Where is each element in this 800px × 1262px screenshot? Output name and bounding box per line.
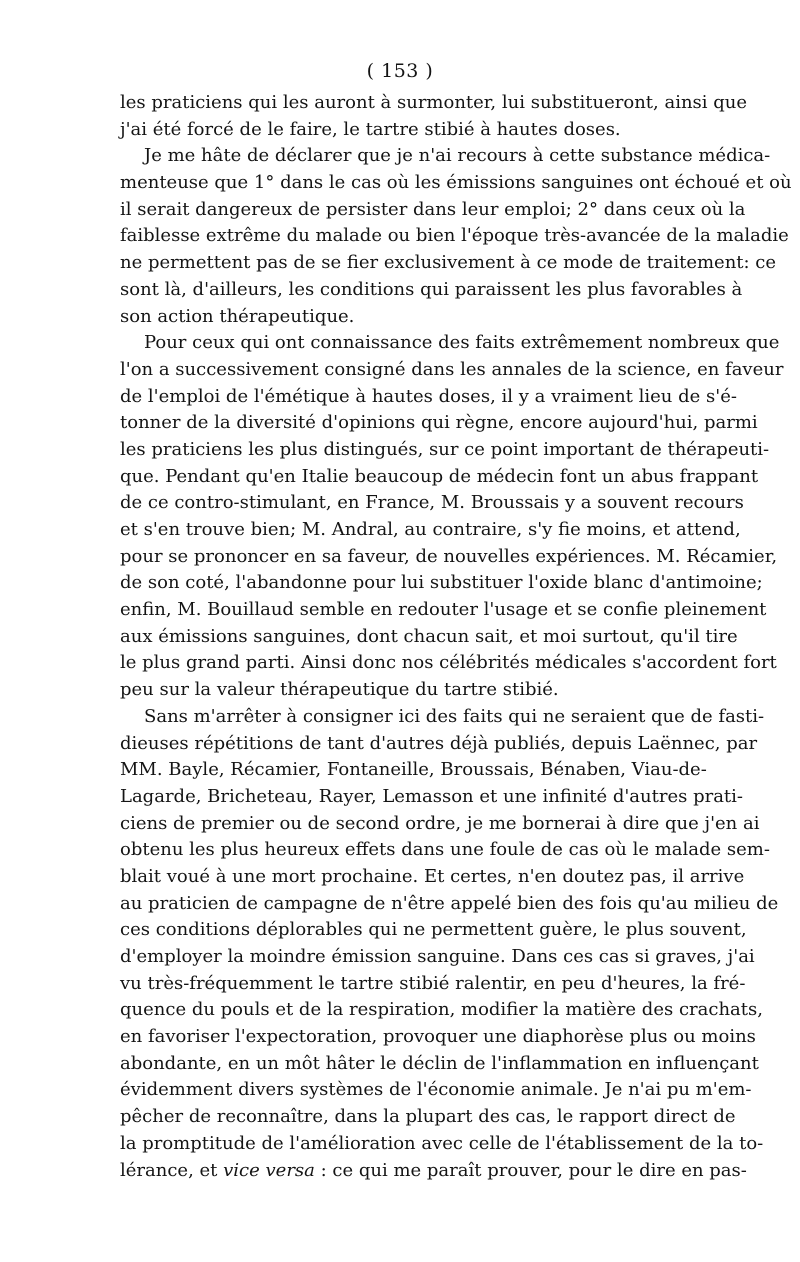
text-line: faiblesse extrême du malade ou bien l'époque très-avancée de la maladie [120, 225, 789, 247]
text-line: lérance, et vice versa : ce qui me paraît prouver, pour le dire en pas- [120, 1159, 747, 1181]
text-line: j'ai été forcé de le faire, le tartre stibié à hautes doses. [120, 118, 621, 140]
text-line: Pour ceux qui ont connaissance des faits extrêmement nombreux que [144, 332, 780, 354]
text-line: Sans m'arrêter à consigner ici des faits qui ne seraient que de fasti- [144, 705, 765, 727]
text-line: MM. Bayle, Récamier, Fontaneille, Broussais, Bénaben, Viau-de- [120, 759, 707, 781]
text-line: ces conditions déplorables qui ne permettent guère, le plus souvent, [120, 919, 747, 941]
text-line: blait voué à une mort prochaine. Et certes, n'en doutez pas, il arrive [120, 865, 745, 887]
body-text [120, 90, 792, 1184]
text-line: quence du pouls et de la respiration, modifier la matière des crachats, [120, 999, 763, 1021]
text-line: l'on a successivement consigné dans les annales de la science, en faveur [120, 358, 784, 380]
text-line: Je me hâte de déclarer que je n'ai recours à cette substance médica- [144, 145, 771, 167]
text-line: enfin, M. Bouillaud semble en redouter l'usage et se confie pleinement [120, 599, 767, 621]
text-line: que. Pendant qu'en Italie beaucoup de médecin font un abus frappant [120, 465, 759, 487]
text-line: vu très-fréquemment le tartre stibié ralentir, en peu d'heures, la fré- [120, 972, 746, 994]
text-line: menteuse que 1° dans le cas où les émissions sanguines ont échoué et où [120, 172, 792, 194]
text-line: pour se prononcer en sa faveur, de nouvelles expériences. M. Récamier, [120, 545, 778, 567]
text-line: en favoriser l'expectoration, provoquer une diaphorèse plus ou moins [120, 1026, 756, 1048]
text-line: sont là, d'ailleurs, les conditions qui paraissent les plus favorables à [120, 278, 743, 300]
text-line: abondante, en un môt hâter le déclin de l'inflammation en influençant [120, 1052, 759, 1074]
text-line: peu sur la valeur thérapeutique du tartre stibié. [120, 679, 559, 701]
text-line: dieuses répétitions de tant d'autres déjà publiés, depuis Laënnec, par [120, 732, 758, 754]
text-line: la promptitude de l'amélioration avec celle de l'établissement de la to- [120, 1132, 764, 1154]
text-line: obtenu les plus heureux effets dans une foule de cas où le malade sem- [120, 839, 770, 861]
page-number: ( 153 ) [366, 60, 434, 82]
paragraph [120, 90, 748, 143]
text-line: au praticien de campagne de n'être appelé bien des fois qu'au milieu de [120, 892, 779, 914]
paragraph [120, 704, 779, 1184]
text-line: tonner de la diversité d'opinions qui règne, encore aujourd'hui, parmi [120, 412, 758, 434]
text-line: le plus grand parti. Ainsi donc nos célébrités médicales s'accordent fort [120, 652, 777, 674]
text-line: ciens de premier ou de second ordre, je me bornerai à dire que j'en ai [120, 812, 760, 834]
text-line: et s'en trouve bien; M. Andral, au contraire, s'y fie moins, et attend, [120, 519, 741, 540]
text-line: les praticiens les plus distingués, sur ce point important de thérapeuti- [120, 438, 770, 460]
text-line: ne permettent pas de se fier exclusivement à ce mode de traitement: ce [120, 252, 777, 274]
paragraph [120, 143, 792, 330]
paragraph [120, 330, 784, 704]
text-line: Lagarde, Bricheteau, Rayer, Lemasson et une infinité d'autres prati- [120, 785, 744, 807]
text-line: de ce contro-stimulant, en France, M. Broussais y a souvent recours [120, 492, 744, 514]
text-line: il serait dangereux de persister dans leur emploi; 2° dans ceux où la [120, 198, 746, 220]
text-line: les praticiens qui les auront à surmonter, lui substitueront, ainsi que [120, 92, 748, 113]
text-line: aux émissions sanguines, dont chacun sait, et moi surtout, qu'il tire [120, 625, 738, 647]
text-line: d'employer la moindre émission sanguine. Dans ces cas si graves, j'ai [120, 946, 755, 967]
text-line: de son coté, l'abandonne pour lui substituer l'oxide blanc d'antimoine; [120, 572, 763, 594]
text-line: pêcher de reconnaître, dans la plupart des cas, le rapport direct de [120, 1106, 736, 1128]
text-line: son action thérapeutique. [120, 305, 355, 327]
text-line: évidemment divers systèmes de l'économie animale. Je n'ai pu m'em- [120, 1079, 752, 1101]
text-line: de l'emploi de l'émétique à hautes doses, il y a vraiment lieu de s'é- [120, 385, 737, 407]
